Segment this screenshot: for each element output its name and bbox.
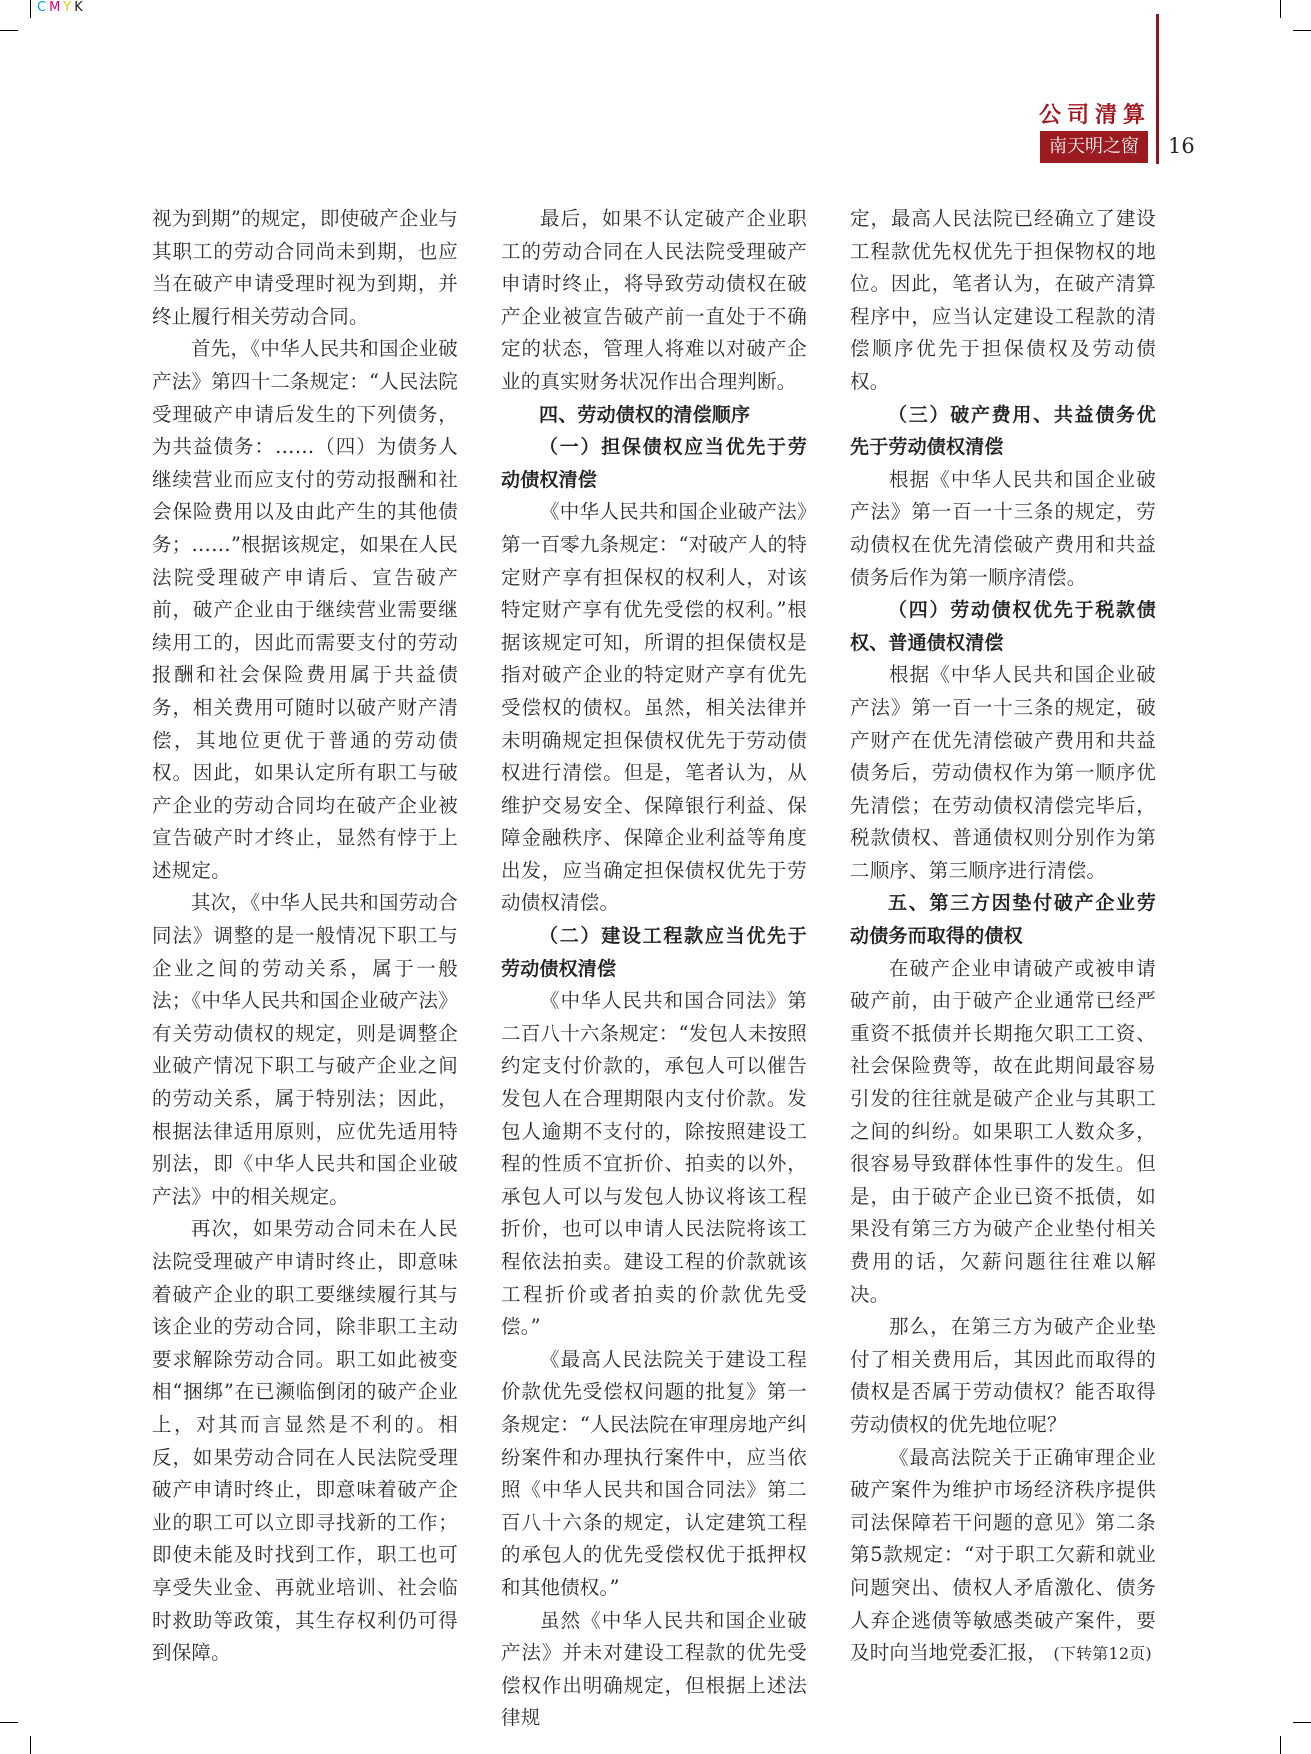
section-title: 公司清算: [1038, 103, 1151, 128]
page-number: 16: [1168, 134, 1195, 158]
paragraph: 视为到期”的规定，即使破产企业与其职工的劳动合同尚未到期，也应当在破产申请受理时视为到期，并终止履行相关劳动合同。: [152, 207, 458, 328]
paragraph-text: 《最高法院关于正确审理企业破产案件为维护市场经济秩序提供司法保障若干问题的意见》第二条第5款规定：“对于职工欠薪和就业问题突出、债权人矛盾激化、债务人弃企逃债等敏感类破产案件，要及时向当地党委汇报，: [850, 1445, 1156, 1665]
cmyk-k: K: [74, 0, 86, 15]
text-column-1: [152, 203, 458, 1670]
crop-mark: [1293, 30, 1311, 31]
paragraph: 在破产企业申请破产或被申请破产前，由于破产企业通常已经严重资不抵债并长期拖欠职工工资、社会保险费等，故在此期间最容易引发的往往就是破产企业与其职工之间的纠纷。如果职工人数众多，很容易导致群体性事件的发生。但是，由于破产企业已资不抵债，如果没有第三方为破产企业垫付相关费用的话，欠薪问题往往难以解决。: [850, 956, 1156, 1306]
crop-mark: [1280, 1736, 1281, 1754]
paragraph: 根据《中华人民共和国企业破产法》第一百一十三条的规定，劳动债权在优先清偿破产费用和共益债务后作为第一顺序清偿。: [850, 467, 1156, 589]
section-heading: 五、第三方因垫付破产企业劳动债务而取得的债权: [850, 892, 1156, 948]
paragraph: 虽然《中华人民共和国企业破产法》并未对建设工程款的优先受偿权作出明确规定，但根据上述法律规: [501, 1608, 807, 1730]
crop-mark: [30, 1736, 31, 1754]
paragraph: 其次，《中华人民共和国劳动合同法》调整的是一般情况下职工与企业之间的劳动关系，属于一般法；《中华人民共和国企业破产法》有关劳动债权的规定，则是调整企业破产情况下职工与破产企业之间的劳动关系，属于特别法；因此，根据法律适用原则，应优先适用特别法，即《中华人民共和国企业破产法》中的相关规定。: [152, 891, 458, 1208]
crop-mark: [1293, 1722, 1311, 1723]
paragraph: 最后，如果不认定破产企业职工的劳动合同在人民法院受理破产申请时终止，将导致劳动债权在破产企业被宣告破产前一直处于不确定的状态，管理人将难以对破产企业的真实财务状况作出合理判断。: [501, 207, 807, 393]
paragraph: 首先，《中华人民共和国企业破产法》第四十二条规定：“人民法院受理破产申请后发生的下列债务，为共益债务：……（四）为债务人继续营业而应支付的劳动报酬和社会保险费用以及由此产生的其他债务；……”根据该规定，如果在人民法院受理破产申请后、宣告破产前，破产企业由于继续营业需要继续用工的，因此而需要支付的劳动报酬和社会保险费用属于共益债务，相关费用可随时以破产财产清偿，其地位更优于普通的劳动债权。因此，如果认定所有职工与破产企业的劳动合同均在破产企业被宣告破产时才终止，显然有悖于上述规定。: [152, 337, 458, 882]
crop-mark: [0, 1722, 18, 1723]
paragraph: [850, 1442, 1156, 1671]
paragraph: 《中华人民共和国合同法》第二百八十六条规定：“发包人未按照约定支付价款的，承包人可以催告发包人在合理期限内支付价款。发包人逾期不支付的，除按照建设工程的性质不宜折价、拍卖的以外，承包人可以与发包人协议将该工程折价，也可以申请人民法院将该工程依法拍卖。建设工程的价款就该工程折价或者拍卖的价款优先受偿。”: [501, 989, 807, 1339]
paragraph: 再次，如果劳动合同未在人民法院受理破产申请时终止，即意味着破产企业的职工要继续履行其与该企业的劳动合同，除非职工主动要求解除劳动合同。职工如此被变相“捆绑”在已濒临倒闭的破产企业上，对其而言显然是不利的。相反，如果劳动合同在人民法院受理破产申请时终止，即意味着破产企业的职工可以立即寻找新的工作；即使未能及时找到工作，职工也可享受失业金、再就业培训、社会临时救助等政策，其生存权利仍可得到保障。: [152, 1217, 458, 1665]
text-column-3: [850, 203, 1156, 1671]
subsection-heading: （四）劳动债权优先于税款债权、普通债权清偿: [850, 599, 1156, 654]
paragraph: 根据《中华人民共和国企业破产法》第一百一十三条的规定，破产财产在优先清偿破产费用和共益债务后，劳动债权作为第一顺序优先清偿；在劳动债权清偿完毕后，税款债权、普通债权则分别作为第二顺序、第三顺序进行清偿。: [850, 663, 1156, 882]
section-heading: 四、劳动债权的清偿顺序: [539, 403, 751, 426]
text-column-2: [501, 203, 807, 1735]
paragraph: 定，最高人民法院已经确立了建设工程款优先权优先于担保物权的地位。因此，笔者认为，在破产清算程序中，应当认定建设工程款的清偿顺序优先于担保债权及劳动债权。: [850, 207, 1156, 393]
paragraph: 《最高人民法院关于建设工程价款优先受偿权问题的批复》第一条规定：“人民法院在审理房地产纠纷案件和办理执行案件中，应当依照《中华人民共和国合同法》第二百八十六条的规定，认定建筑工程的承包人的优先受偿权优于抵押权和其他债权。”: [501, 1347, 807, 1599]
cmyk-y: Y: [63, 0, 75, 15]
subsection-heading: （三）破产费用、共益债务优先于劳动债权清偿: [850, 403, 1156, 459]
crop-mark: [0, 30, 18, 31]
subsection-heading: （一）担保债权应当优先于劳动债权清偿: [501, 436, 807, 491]
cmyk-color-bar: [37, 0, 86, 15]
crop-mark: [1280, 0, 1281, 18]
crop-mark: [30, 0, 31, 18]
paragraph: 《中华人民共和国企业破产法》第一百零九条规定：“对破产人的特定财产享有担保权的权利人，对该特定财产享有优先受偿的权利。”根据该规定可知，所谓的担保债权是指对破产企业的特定财产享有优先受偿权的债权。虽然，相关法律并未明确规定担保债权优先于劳动债权进行清偿。但是，笔者认为，从维护交易安全、保障银行利益、保障金融秩序、保障企业利益等角度出发，应当确定担保债权优先于劳动债权清偿。: [501, 500, 807, 915]
subsection-heading: （二）建设工程款应当优先于劳动债权清偿: [501, 925, 807, 980]
continued-note: (下转第12页): [1053, 1644, 1152, 1664]
header-divider: [1156, 14, 1159, 164]
paragraph: 那么，在第三方为破产企业垫付了相关费用后，其因此而取得的债权是否属于劳动债权？能否取得劳动债权的优先地位呢？: [850, 1315, 1156, 1436]
column-badge: 南天明之窗: [1040, 131, 1148, 163]
cmyk-m: M: [49, 0, 64, 15]
cmyk-c: C: [37, 0, 50, 15]
